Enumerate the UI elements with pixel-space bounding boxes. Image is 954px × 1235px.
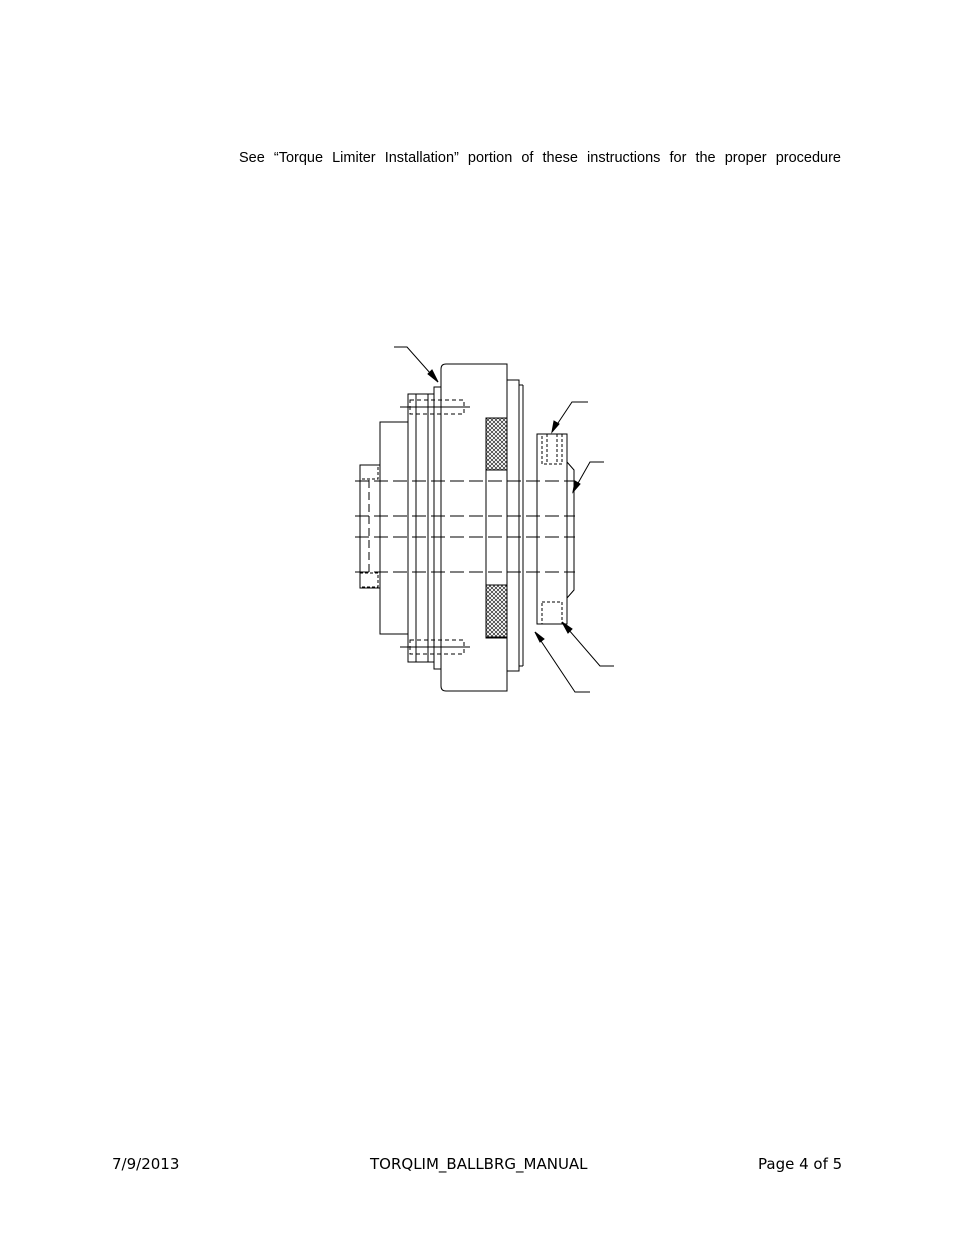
flange-stack	[408, 387, 441, 669]
right-hub	[537, 434, 574, 624]
pressure-plate	[441, 364, 523, 691]
footer-date: 7/9/2013	[112, 1155, 180, 1173]
page-footer	[0, 1155, 954, 1179]
footer-page-number: Page 4 of 5	[758, 1155, 843, 1173]
footer-document-id: TORQLIM_BALLBRG_MANUAL	[370, 1155, 588, 1173]
centerlines	[355, 481, 575, 572]
bolt-holes	[410, 400, 464, 654]
intro-paragraph: See “Torque Limiter Installation” portion of these instructions for the proper procedure	[239, 150, 841, 166]
torque-limiter-diagram	[350, 335, 630, 705]
left-hub	[360, 422, 408, 634]
